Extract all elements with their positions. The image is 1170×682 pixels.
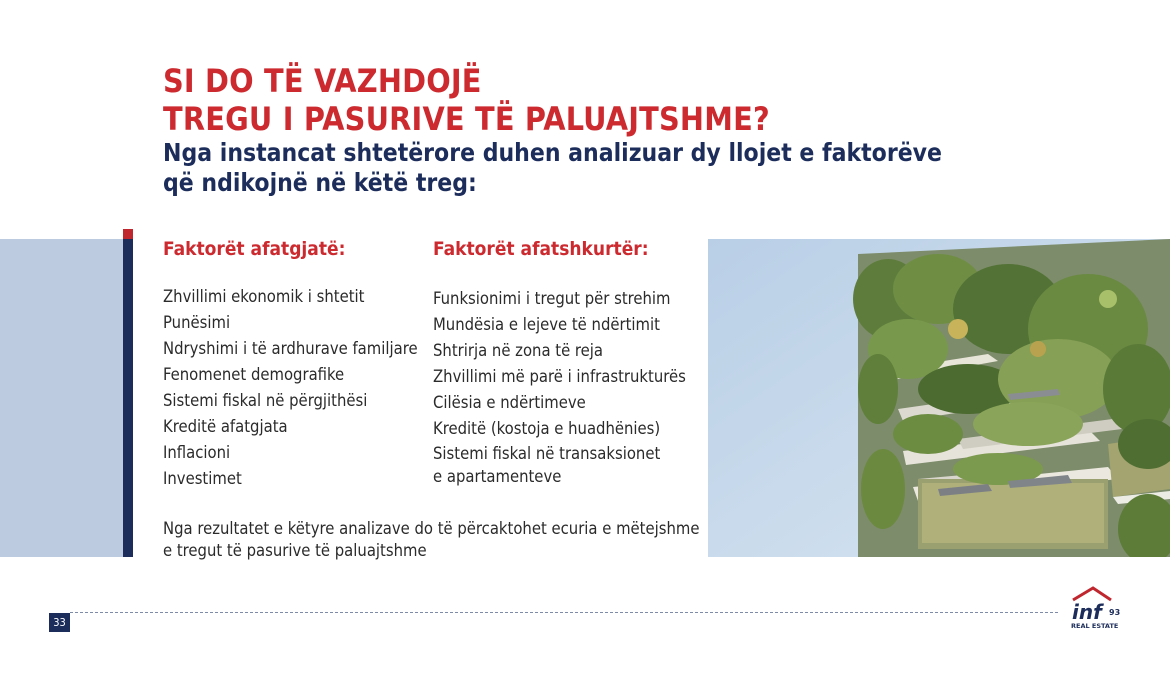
list-item: Mundësia e lejeve të ndërtimit — [433, 315, 660, 334]
list-item: Sistemi fiskal në përgjithësi — [163, 391, 368, 410]
list-item: Cilësia e ndërtimeve — [433, 393, 586, 412]
long-term-heading: Faktorët afatgjatë: — [163, 238, 346, 260]
vertical-accent-bar — [123, 229, 133, 557]
page-subtitle — [163, 138, 942, 198]
logo-main-text: inf — [1072, 600, 1102, 624]
logo-number-text: 93 — [1109, 608, 1121, 617]
list-item: Sistemi fiskal në transaksionet — [433, 444, 661, 463]
conclusion-line-2: e tregut të pasurive të paluajtshme — [163, 541, 427, 560]
left-blue-band — [0, 239, 126, 557]
list-item: Punësimi — [163, 313, 231, 332]
vertical-forest-building-photo — [708, 239, 1170, 557]
footer-dashed-divider — [70, 612, 1058, 613]
list-item: Ndryshimi i të ardhurave familjare — [163, 339, 418, 358]
list-item: Zhvillimi ekonomik i shtetit — [163, 287, 365, 306]
short-term-heading: Faktorët afatshkurtër: — [433, 238, 649, 260]
list-item: Funksionimi i tregut për strehim — [433, 289, 671, 308]
page-title — [163, 62, 770, 138]
page-subtitle-line-2: që ndikojnë në këtë treg: — [163, 168, 477, 197]
list-item: Kreditë (kostoja e huadhënies) — [433, 419, 661, 438]
short-term-factors-column — [433, 236, 686, 488]
list-item: e apartamenteve — [433, 467, 562, 486]
conclusion-text — [163, 518, 700, 562]
page-title-line-1: SI DO TË VAZHDOJË — [163, 62, 482, 100]
page-title-line-2: TREGU I PASURIVE TË PALUAJTSHME? — [163, 100, 770, 138]
page-number: 33 — [49, 613, 70, 632]
long-term-factors-column — [163, 236, 418, 492]
inf93-real-estate-logo — [1069, 586, 1125, 632]
vertical-accent-red-cap — [123, 229, 133, 239]
page-subtitle-line-1: Nga instancat shtetërore duhen analizuar dy llojet e faktorëve — [163, 138, 942, 167]
list-item: Investimet — [163, 469, 242, 488]
short-term-list — [433, 286, 686, 488]
list-item: Zhvillimi më parë i infrastrukturës — [433, 367, 686, 386]
logo-subtitle-text: REAL ESTATE — [1071, 622, 1119, 630]
list-item: Inflacioni — [163, 443, 231, 462]
list-item: Fenomenet demografike — [163, 365, 345, 384]
long-term-list — [163, 284, 418, 492]
list-item: Kreditë afatgjata — [163, 417, 288, 436]
conclusion-line-1: Nga rezultatet e këtyre analizave do të përcaktohet ecuria e mëtejshme — [163, 519, 700, 538]
list-item: Shtrirja në zona të reja — [433, 341, 604, 360]
